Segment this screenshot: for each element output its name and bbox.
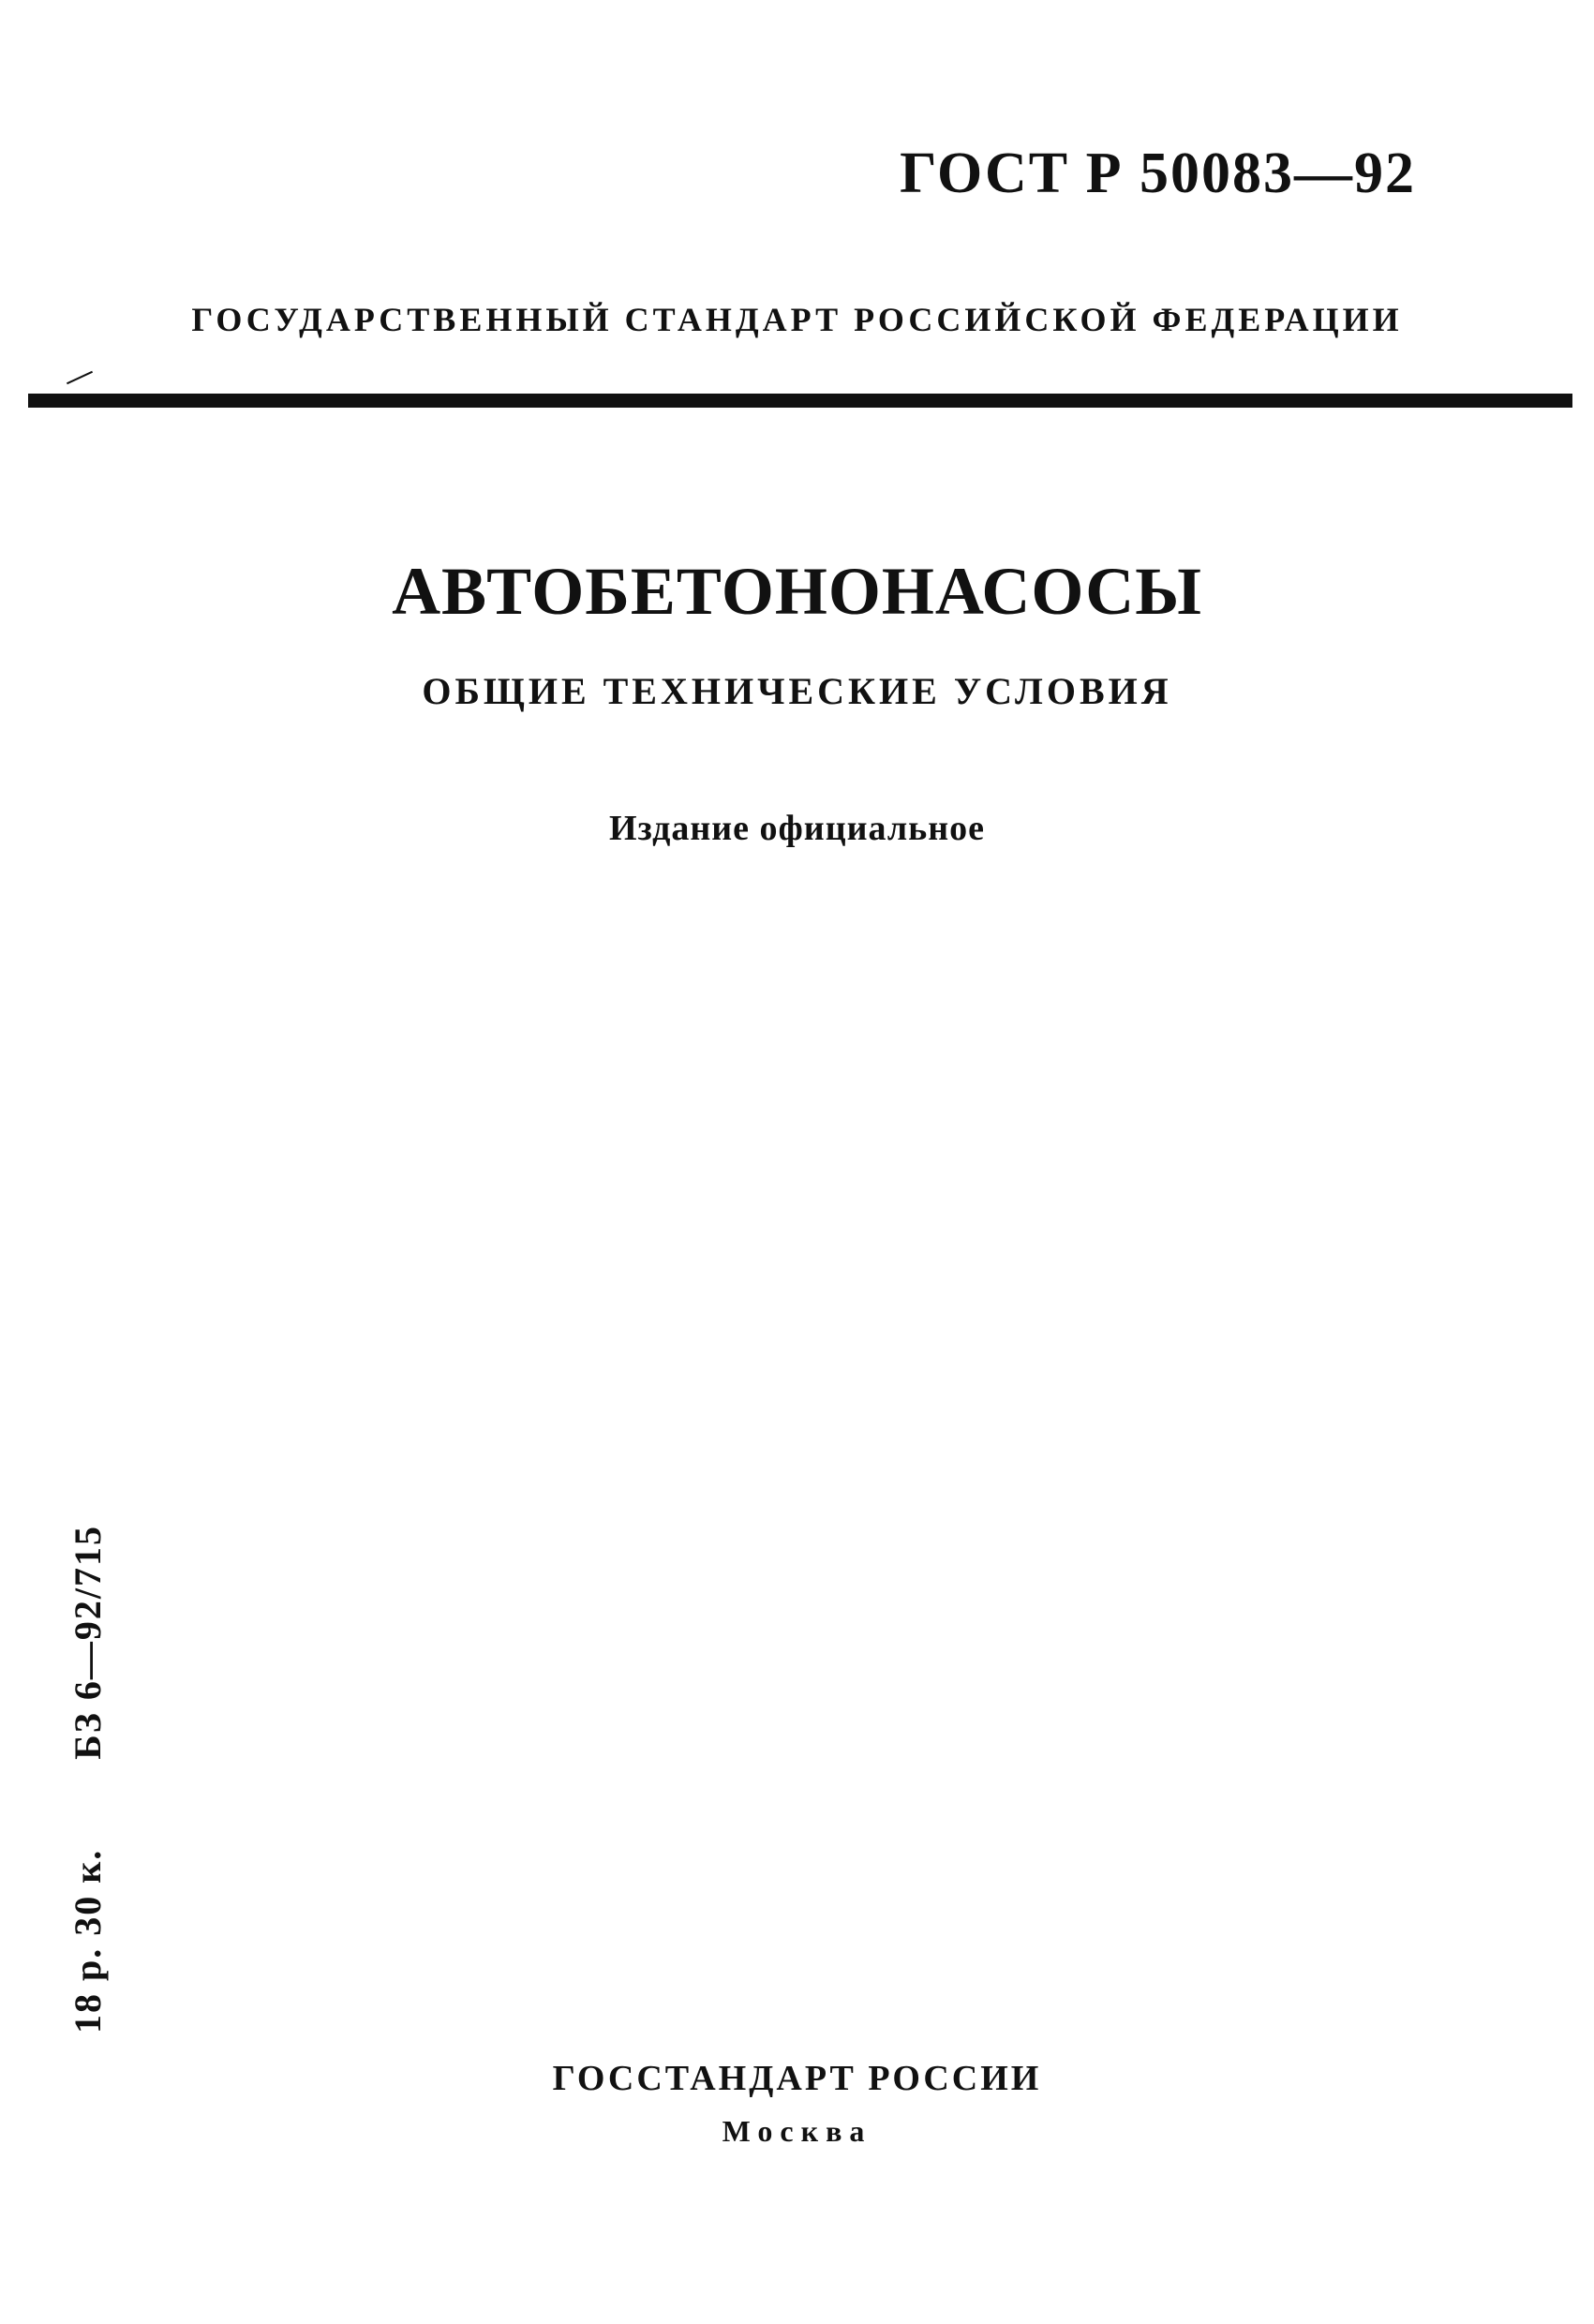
price-label: 18 р. 30 к. [67,1848,109,2034]
rule-mark [67,371,93,384]
print-code-label: БЗ 6—92/715 [67,1525,109,1760]
document-title: АВТОБЕТОНОНАСОСЫ [392,554,1202,629]
header-divider-rule [28,394,1572,408]
publisher-name: ГОССТАНДАРТ РОССИИ [552,2059,1042,2098]
document-number: ГОСТ Р 50083—92 [900,142,1416,205]
side-print-info [66,1525,110,2034]
document-subtitle: ОБЩИЕ ТЕХНИЧЕСКИЕ УСЛОВИЯ [422,670,1172,712]
publisher-city: Москва [722,2114,872,2148]
edition-note: Издание официальное [608,809,985,848]
state-standard-heading: ГОСУДАРСТВЕННЫЙ СТАНДАРТ РОССИЙСКОЙ ФЕДЕРАЦИИ [191,301,1403,338]
